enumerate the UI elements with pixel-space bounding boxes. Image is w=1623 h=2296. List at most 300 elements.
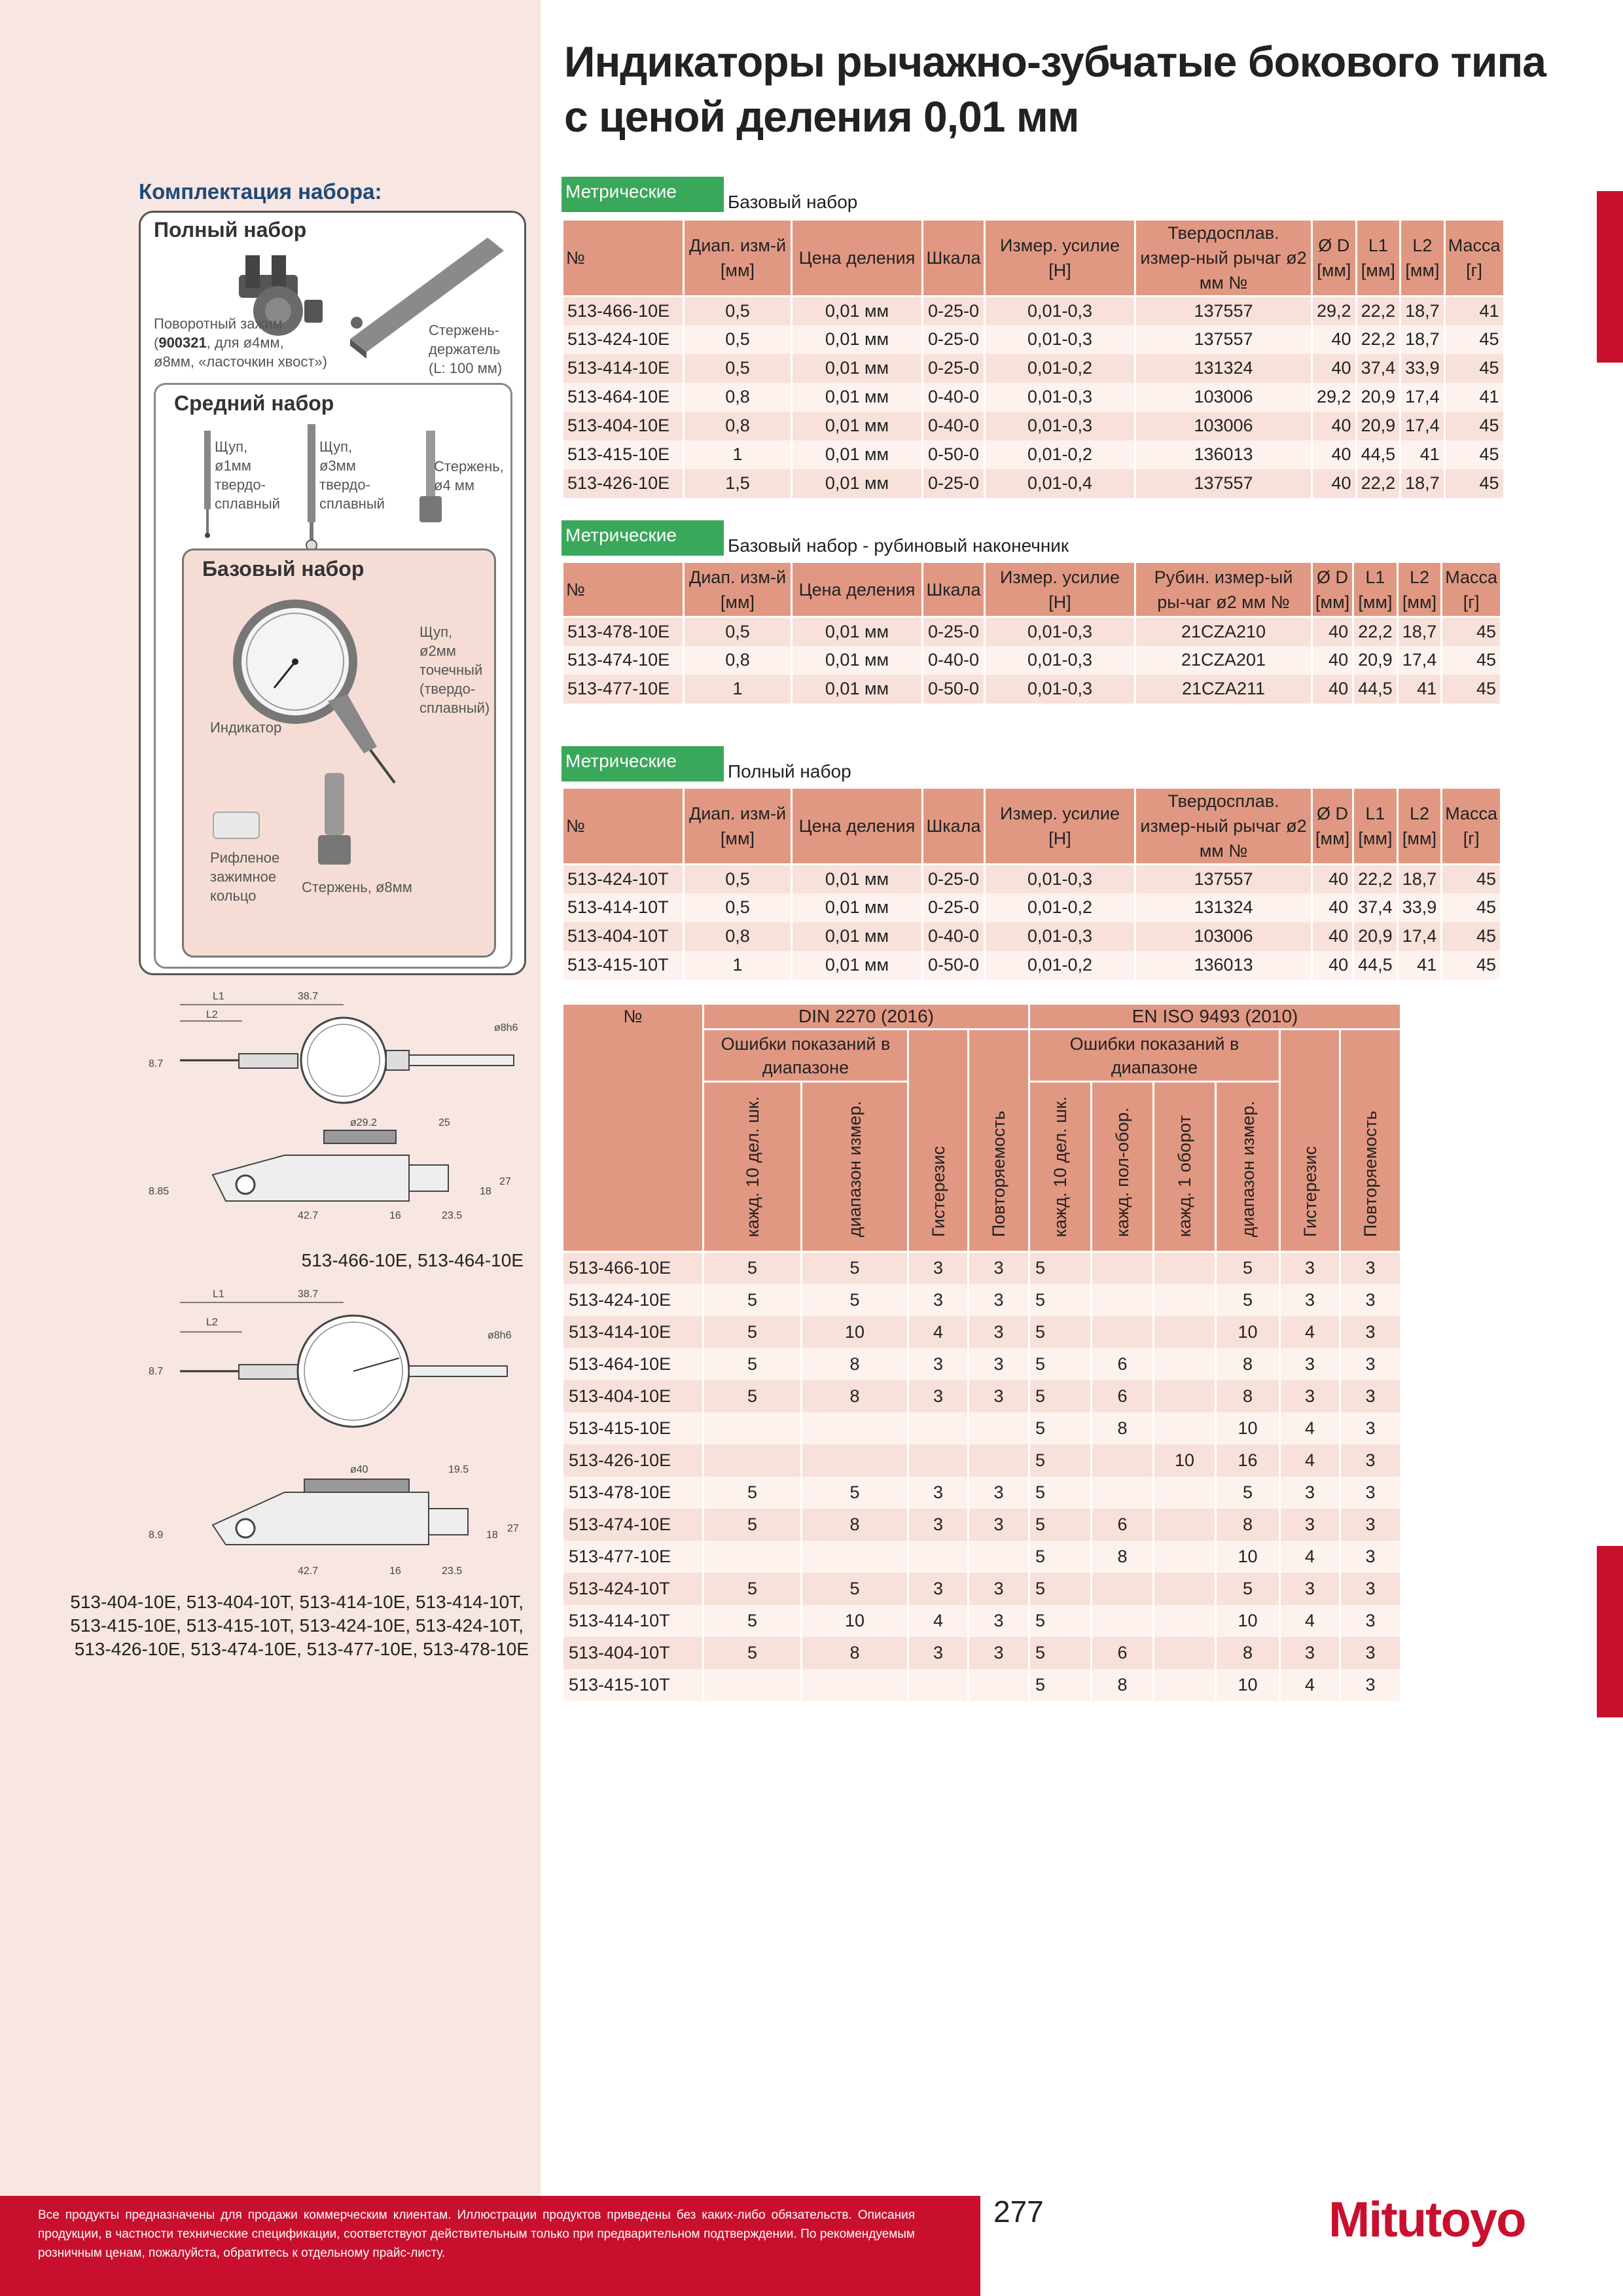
table-cell: 137557 <box>1135 865 1312 893</box>
table-cell: 0,8 <box>684 922 792 951</box>
table-cell <box>1092 1284 1154 1316</box>
drawing-caption-2c: 513-426-10E, 513-474-10E, 513-477-10E, 513-478-10E <box>74 1639 529 1659</box>
column-header: Диап. изм-й [мм] <box>684 562 792 617</box>
table-cell <box>908 1541 969 1573</box>
table-tag: Метрические <box>562 746 724 781</box>
probe1-label-3: твердо- <box>215 476 266 493</box>
table-cell: 513-464-10E <box>563 1348 704 1380</box>
table-cell: 17,4 <box>1397 646 1442 675</box>
table-cell: 0,01-0,3 <box>985 617 1135 646</box>
probe1-label-2: ø1мм <box>215 457 251 474</box>
iso-rev-label: кажд. 1 оборот <box>1175 1115 1194 1237</box>
column-header: Цена деления <box>792 220 923 296</box>
din-col-hyst <box>908 1030 969 1252</box>
table-cell: 3 <box>969 1316 1029 1348</box>
table-cell: 513-414-10E <box>563 354 684 383</box>
table-cell: 513-426-10E <box>563 469 684 498</box>
table-row <box>563 1541 1401 1573</box>
table-cell: 3 <box>908 1284 969 1316</box>
table-cell: 0,01 мм <box>792 440 923 469</box>
column-header: Шкала <box>923 788 985 865</box>
table-cell <box>1092 1477 1154 1509</box>
table-cell: 0,01 мм <box>792 469 923 498</box>
table-cell: 0,01 мм <box>792 354 923 383</box>
iso-half-label: кажд. пол-обор. <box>1113 1107 1132 1237</box>
table-cell: 0-40-0 <box>923 383 985 412</box>
table-row <box>563 675 1501 704</box>
table-cell: 6 <box>1092 1380 1154 1412</box>
table-cell: 44,5 <box>1353 951 1398 980</box>
table-cell: 131324 <box>1135 893 1312 922</box>
d1-l1: L1 <box>213 991 224 1002</box>
table-cell: 3 <box>1340 1380 1401 1412</box>
column-header: Цена деления <box>792 562 923 617</box>
din-rep-label: Повторяемость <box>989 1110 1008 1237</box>
table-cell: 45 <box>1442 893 1501 922</box>
table-subtitle: Полный набор <box>728 761 851 781</box>
table-cell: 513-415-10T <box>563 951 684 980</box>
table-cell: 3 <box>1280 1252 1340 1284</box>
table-cell: 0-50-0 <box>923 951 985 980</box>
table-cell: 8 <box>1216 1380 1280 1412</box>
table-cell: 513-426-10E <box>563 1444 704 1477</box>
table-cell: 513-414-10T <box>563 1605 704 1637</box>
table-cell: 4 <box>908 1605 969 1637</box>
table-cell: 45 <box>1442 951 1501 980</box>
iso-col-rep <box>1340 1030 1401 1252</box>
table-row <box>563 440 1505 469</box>
table-cell: 44,5 <box>1353 675 1398 704</box>
table-cell: 10 <box>802 1605 908 1637</box>
table-cell: 5 <box>1029 1477 1092 1509</box>
din-col-10div <box>704 1082 802 1252</box>
holder-label-2: держатель <box>429 341 501 357</box>
table-row <box>563 1380 1401 1412</box>
knurled-ring-image <box>210 809 262 842</box>
table-cell: 20,9 <box>1353 922 1398 951</box>
table-cell: 17,4 <box>1400 383 1445 412</box>
table-cell: 22,2 <box>1356 469 1400 498</box>
column-header: Масса [г] <box>1444 220 1504 296</box>
column-header: № <box>563 788 684 865</box>
table-cell: 0,01 мм <box>792 325 923 354</box>
iso-col-hyst <box>1280 1030 1340 1252</box>
table-cell: 41 <box>1397 675 1442 704</box>
table-cell <box>802 1412 908 1444</box>
d3-h: 8.7 <box>149 1366 164 1377</box>
table-cell: 136013 <box>1135 951 1312 980</box>
stem-8mm-image <box>312 773 357 871</box>
table-row <box>563 646 1501 675</box>
drawing-caption-2a: 513-404-10E, 513-404-10T, 513-414-10E, 513-414-10T, <box>70 1592 524 1612</box>
table-cell: 5 <box>802 1573 908 1605</box>
table-row <box>563 1316 1401 1348</box>
swivel-label-3: ø8мм, «ласточкин хвост») <box>154 353 327 370</box>
ring-label-1: Рифленое <box>210 850 280 866</box>
iso-hyst-label: Гистерезис <box>1300 1145 1320 1237</box>
footer-disclaimer: Все продукты предназначены для продажи коммерческим клиентам. Иллюстрации продуктов приведены без каких-либо обязательств. Описания продукции, в частности технические спецификации, соответствуют действительным только при предварительном подтверждении. По рекомендуемым розничным ценам, пожалуйста, обратитесь к отдельному прайс-листу. <box>38 2208 915 2260</box>
table-cell: 8 <box>1092 1412 1154 1444</box>
table-cell: 0,01 мм <box>792 675 923 704</box>
table-cell: 21CZA210 <box>1135 617 1312 646</box>
d2-h885: 8.85 <box>149 1186 169 1197</box>
table-cell: 5 <box>704 1284 802 1316</box>
table-cell: 20,9 <box>1356 383 1400 412</box>
din-range-header: Ошибки показаний в диапазоне <box>704 1030 908 1082</box>
table-cell: 513-478-10E <box>563 1477 704 1509</box>
spec-table <box>562 561 1502 704</box>
table-cell: 3 <box>1340 1573 1401 1605</box>
table-cell: 513-404-10T <box>563 1637 704 1669</box>
table-row <box>563 1605 1401 1637</box>
table-cell: 0,5 <box>684 893 792 922</box>
table-cell: 3 <box>1280 1509 1340 1541</box>
table-cell: 1 <box>684 440 792 469</box>
table-cell: 33,9 <box>1400 354 1445 383</box>
table-row <box>563 469 1505 498</box>
table-row <box>563 325 1505 354</box>
table-cell: 3 <box>908 1509 969 1541</box>
table-cell: 0,01-0,2 <box>985 951 1135 980</box>
table-cell: 3 <box>908 1637 969 1669</box>
err-no-header: № <box>563 1004 704 1252</box>
table-cell: 1 <box>684 951 792 980</box>
column-header: Измер. усилие [Н] <box>985 220 1135 296</box>
table-cell <box>802 1669 908 1701</box>
table-cell <box>1154 1477 1216 1509</box>
table-cell: 3 <box>1280 1380 1340 1412</box>
table-cell: 0,01 мм <box>792 412 923 440</box>
table-cell: 513-414-10E <box>563 1316 704 1348</box>
table-row <box>563 1637 1401 1669</box>
table-cell: 513-478-10E <box>563 617 684 646</box>
probe2-label-2: ø2мм <box>419 643 456 659</box>
table-row <box>563 865 1501 893</box>
holder-label-1: Стержень- <box>429 322 500 338</box>
table-cell <box>1154 1669 1216 1701</box>
column-header: Диап. изм-й [мм] <box>684 220 792 296</box>
table-cell: 0,01-0,2 <box>985 893 1135 922</box>
table-cell: 29,2 <box>1312 296 1357 325</box>
table-cell: 40 <box>1312 325 1357 354</box>
table-cell: 5 <box>704 1637 802 1669</box>
column-header: L2 [мм] <box>1397 562 1442 617</box>
table-cell: 8 <box>802 1637 908 1669</box>
table-cell: 513-474-10E <box>563 646 684 675</box>
table-cell <box>1154 1637 1216 1669</box>
table-cell: 40 <box>1312 922 1353 951</box>
table-cell: 3 <box>908 1380 969 1412</box>
table-row <box>563 893 1501 922</box>
table-cell <box>1154 1541 1216 1573</box>
table-cell: 137557 <box>1135 325 1312 354</box>
table-cell: 0,01-0,3 <box>985 296 1135 325</box>
table-row <box>563 296 1505 325</box>
table-cell: 0,01 мм <box>792 922 923 951</box>
table-cell: 10 <box>1216 1541 1280 1573</box>
drawing-caption-2b: 513-415-10E, 513-415-10T, 513-424-10E, 513-424-10T, <box>70 1615 524 1636</box>
table-cell: 3 <box>1280 1348 1340 1380</box>
table-cell: 0-50-0 <box>923 675 985 704</box>
table-cell <box>1092 1316 1154 1348</box>
din-col-range <box>802 1082 908 1252</box>
table-row <box>563 1573 1401 1605</box>
swivel-label-2-rest: , для ø4мм, <box>206 334 284 351</box>
table-cell: 29,2 <box>1312 383 1357 412</box>
column-header: Шкала <box>923 562 985 617</box>
d2-h18: 18 <box>480 1186 491 1197</box>
indicator-image <box>223 590 406 786</box>
table-cell: 3 <box>969 1284 1029 1316</box>
table-cell: 6 <box>1092 1509 1154 1541</box>
iso-col-10div <box>1029 1082 1092 1252</box>
table-cell: 103006 <box>1135 412 1312 440</box>
iso-col-range <box>1216 1082 1280 1252</box>
table-cell: 3 <box>1280 1477 1340 1509</box>
table-subtitle: Базовый набор <box>728 192 858 212</box>
table-cell: 4 <box>1280 1541 1340 1573</box>
table-cell: 5 <box>1029 1348 1092 1380</box>
table-cell: 6 <box>1092 1348 1154 1380</box>
table-cell: 3 <box>969 1509 1029 1541</box>
table-row <box>563 1669 1401 1701</box>
table-cell: 5 <box>1029 1541 1092 1573</box>
table-cell <box>1154 1605 1216 1637</box>
table-cell: 18,7 <box>1400 469 1445 498</box>
medium-kit-box <box>154 383 512 969</box>
column-header: Шкала <box>923 220 985 296</box>
table-cell <box>802 1444 908 1477</box>
table-cell: 3 <box>969 1252 1029 1284</box>
d2-h27: 27 <box>499 1176 511 1187</box>
table-cell: 21CZA211 <box>1135 675 1312 704</box>
probe2-label-1: Щуп, <box>419 624 453 640</box>
table-cell: 513-415-10T <box>563 1669 704 1701</box>
table-cell: 513-466-10E <box>563 1252 704 1284</box>
table-cell <box>1092 1605 1154 1637</box>
table-cell: 40 <box>1312 440 1357 469</box>
table-cell: 0,5 <box>684 865 792 893</box>
medium-kit-label: Средний набор <box>174 391 334 415</box>
table-cell: 10 <box>1216 1605 1280 1637</box>
ring-label-2: зажимное <box>210 869 277 885</box>
table-cell: 41 <box>1400 440 1445 469</box>
column-header: Масса [г] <box>1442 788 1501 865</box>
table-cell: 3 <box>1340 1348 1401 1380</box>
section-marker <box>1597 1546 1623 1717</box>
table-cell: 3 <box>908 1348 969 1380</box>
table-cell <box>704 1444 802 1477</box>
table-row <box>563 412 1505 440</box>
table-cell: 0,01-0,2 <box>985 440 1135 469</box>
d2-b2: 16 <box>389 1210 401 1221</box>
table-cell: 513-424-10E <box>563 325 684 354</box>
table-row <box>563 617 1501 646</box>
table-cell: 3 <box>969 1637 1029 1669</box>
table-cell: 5 <box>704 1380 802 1412</box>
table-cell: 0-25-0 <box>923 325 985 354</box>
table-cell: 33,9 <box>1397 893 1442 922</box>
table-cell: 513-404-10T <box>563 922 684 951</box>
table-cell: 3 <box>1340 1316 1401 1348</box>
table-cell: 5 <box>704 1252 802 1284</box>
table-cell: 5 <box>704 1477 802 1509</box>
table-cell: 40 <box>1312 646 1353 675</box>
table-cell: 5 <box>704 1348 802 1380</box>
table-cell: 5 <box>1216 1252 1280 1284</box>
table-cell: 0,5 <box>684 325 792 354</box>
table-cell: 22,2 <box>1356 296 1400 325</box>
table-cell: 4 <box>1280 1444 1340 1477</box>
probe2-label-4: (твердо- <box>419 681 476 697</box>
table-cell: 5 <box>704 1316 802 1348</box>
table-cell <box>1154 1412 1216 1444</box>
table-cell: 5 <box>1029 1669 1092 1701</box>
table-cell: 3 <box>1340 1284 1401 1316</box>
table-cell: 513-477-10E <box>563 1541 704 1573</box>
probe1-label-1: Щуп, <box>215 439 248 455</box>
table-cell: 8 <box>1216 1637 1280 1669</box>
table-cell <box>1154 1509 1216 1541</box>
table-cell: 45 <box>1444 469 1504 498</box>
table-cell: 3 <box>969 1573 1029 1605</box>
table-cell: 3 <box>969 1380 1029 1412</box>
table-cell <box>1092 1573 1154 1605</box>
table-cell <box>704 1669 802 1701</box>
column-header: Измер. усилие [Н] <box>985 562 1135 617</box>
drawing-466-top <box>141 985 533 1247</box>
kit-heading: Комплектация набора: <box>139 179 382 204</box>
column-header: Ø D [мм] <box>1312 788 1353 865</box>
errors-table-body <box>563 1252 1401 1701</box>
d2-r: 25 <box>438 1117 450 1128</box>
table-cell: 41 <box>1397 951 1442 980</box>
table-cell <box>802 1541 908 1573</box>
probe2-label-5: сплавный) <box>419 700 490 716</box>
table-cell: 513-415-10E <box>563 1412 704 1444</box>
table-cell: 0,01-0,3 <box>985 412 1135 440</box>
table-cell: 40 <box>1312 412 1357 440</box>
table-cell: 103006 <box>1135 383 1312 412</box>
table-cell: 103006 <box>1135 922 1312 951</box>
table-cell: 0,01-0,4 <box>985 469 1135 498</box>
mitutoyo-logo: Mitutoyo <box>1329 2192 1525 2248</box>
table-cell: 5 <box>802 1477 908 1509</box>
table-row <box>563 951 1501 980</box>
table-cell <box>704 1412 802 1444</box>
iso-range-label: диапазон измер. <box>1238 1100 1258 1237</box>
d2-b1: 42.7 <box>298 1210 319 1221</box>
probe3-label-3: твердо- <box>319 476 370 493</box>
table-cell: 45 <box>1444 440 1504 469</box>
table-cell: 45 <box>1442 922 1501 951</box>
table-cell: 18,7 <box>1400 325 1445 354</box>
table-cell: 45 <box>1442 865 1501 893</box>
swivel-label-1: Поворотный зажим <box>154 315 283 332</box>
drawing-404-top <box>141 1283 533 1590</box>
iso-range-header: Ошибки показаний в диапазоне <box>1029 1030 1280 1082</box>
d3-l2: L2 <box>206 1317 218 1328</box>
table-cell: 17,4 <box>1400 412 1445 440</box>
table-cell: 0-25-0 <box>923 865 985 893</box>
table-cell: 513-424-10E <box>563 1284 704 1316</box>
table-cell: 5 <box>802 1284 908 1316</box>
din-col-rep <box>969 1030 1029 1252</box>
spec-table <box>562 787 1502 980</box>
table-cell <box>908 1669 969 1701</box>
table-cell: 136013 <box>1135 440 1312 469</box>
table-cell: 40 <box>1312 469 1357 498</box>
table-cell: 513-477-10E <box>563 675 684 704</box>
table-cell: 17,4 <box>1397 922 1442 951</box>
table-cell: 0,01 мм <box>792 893 923 922</box>
table-cell: 0,01 мм <box>792 617 923 646</box>
table-cell: 5 <box>1029 1605 1092 1637</box>
table-cell: 10 <box>1216 1412 1280 1444</box>
table-cell <box>1154 1348 1216 1380</box>
d4-b2: 16 <box>389 1566 401 1577</box>
iso-col-rev <box>1154 1082 1216 1252</box>
table-cell: 5 <box>1029 1637 1092 1669</box>
swivel-label-2: (900321, для ø4мм, <box>154 334 284 351</box>
table-cell: 3 <box>1340 1669 1401 1701</box>
table-cell: 3 <box>969 1477 1029 1509</box>
d1-dia: ø8h6 <box>494 1022 518 1033</box>
table-cell: 513-424-10T <box>563 1573 704 1605</box>
table-row <box>563 922 1501 951</box>
table-cell: 0-25-0 <box>923 893 985 922</box>
d4-dia: ø40 <box>350 1464 368 1475</box>
table-cell: 16 <box>1216 1444 1280 1477</box>
probe2-label-3: точечный <box>419 662 483 678</box>
table-cell: 41 <box>1444 296 1504 325</box>
column-header: Твердосплав. измер-ный рычаг ø2 мм № <box>1135 220 1312 296</box>
table-cell: 20,9 <box>1353 646 1398 675</box>
table-cell <box>969 1541 1029 1573</box>
section-marker <box>1597 191 1623 363</box>
table-cell: 10 <box>802 1316 908 1348</box>
iso-rep-label: Повторяемость <box>1361 1110 1380 1237</box>
holder-label-3: (L: 100 мм) <box>429 360 503 376</box>
d1-l2: L2 <box>206 1009 218 1020</box>
table-subtitle: Базовый набор - рубиновый наконечник <box>728 535 1069 556</box>
table-cell: 22,2 <box>1353 865 1398 893</box>
table-cell: 0,01-0,3 <box>985 325 1135 354</box>
column-header: Ø D [мм] <box>1312 562 1353 617</box>
table-cell: 5 <box>704 1573 802 1605</box>
table-row <box>563 1412 1401 1444</box>
table-cell <box>1092 1252 1154 1284</box>
probe3-label-4: сплавный <box>319 495 385 512</box>
column-header: Твердосплав. измер-ный рычаг ø2 мм № <box>1135 788 1312 865</box>
kit-box <box>139 211 526 975</box>
table-cell <box>908 1412 969 1444</box>
table-row <box>563 1348 1401 1380</box>
ring-label-3: кольцо <box>210 888 257 904</box>
table-cell: 18,7 <box>1397 865 1442 893</box>
table-cell: 5 <box>1029 1509 1092 1541</box>
table-cell <box>1154 1573 1216 1605</box>
table-row <box>563 383 1505 412</box>
table-cell <box>969 1669 1029 1701</box>
probe3-label-2: ø3мм <box>319 457 356 474</box>
table-cell: 513-424-10T <box>563 865 684 893</box>
d1-w: 38.7 <box>298 991 319 1002</box>
table-cell: 0,01 мм <box>792 383 923 412</box>
table-cell <box>1154 1380 1216 1412</box>
table-cell: 4 <box>1280 1412 1340 1444</box>
table-cell: 40 <box>1312 617 1353 646</box>
